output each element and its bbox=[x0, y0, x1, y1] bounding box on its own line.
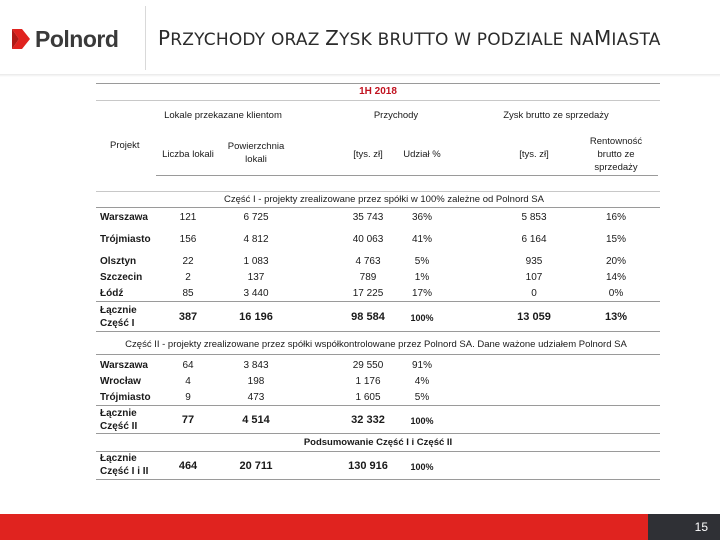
cell-profit: 107 bbox=[525, 272, 543, 283]
page-title: PRZYCHODY ORAZ ZYSK BRUTTO W PODZIALE NAMIASTA bbox=[158, 26, 661, 50]
group-header-units: Lokale przekazane klientom bbox=[164, 110, 282, 121]
cell-share: 5% bbox=[414, 392, 430, 403]
header-shadow bbox=[0, 74, 720, 77]
table-rule bbox=[156, 175, 658, 176]
footer-bar bbox=[0, 514, 720, 540]
total-area: 16 196 bbox=[239, 311, 273, 323]
cell-units: 22 bbox=[182, 256, 194, 267]
table-rule bbox=[96, 331, 660, 332]
table-rule bbox=[96, 354, 660, 355]
cell-revenue: 1 605 bbox=[355, 392, 381, 403]
cell-margin: 14% bbox=[605, 272, 627, 283]
total-units: 387 bbox=[178, 311, 198, 323]
group-header-profit: Zysk brutto ze sprzedaży bbox=[503, 110, 609, 121]
cell-profit: 5 853 bbox=[521, 212, 547, 223]
cell-units: 9 bbox=[185, 392, 191, 403]
table-row: Warszawa bbox=[100, 360, 148, 371]
col-header-units: Liczba lokali bbox=[162, 149, 214, 160]
total-label-part1-1: Łącznie bbox=[100, 305, 137, 316]
cell-area: 137 bbox=[247, 272, 265, 283]
grand-total-label-2: Część I i II bbox=[100, 466, 149, 477]
grand-total-share: 100% bbox=[410, 462, 434, 472]
total-share: 100% bbox=[410, 416, 434, 426]
cell-units: 121 bbox=[179, 212, 197, 223]
cell-profit: 0 bbox=[531, 288, 537, 299]
cell-area: 6 725 bbox=[243, 212, 269, 223]
cell-share: 91% bbox=[411, 360, 433, 371]
table-row: Trójmiasto bbox=[100, 234, 151, 245]
table-rule bbox=[96, 479, 660, 480]
table-rule bbox=[96, 301, 660, 302]
table-rule bbox=[96, 451, 660, 452]
table-row: Wrocław bbox=[100, 376, 141, 387]
cell-area: 473 bbox=[247, 392, 265, 403]
cell-units: 85 bbox=[182, 288, 194, 299]
cell-area: 198 bbox=[247, 376, 265, 387]
col-header-area-1: Powierzchnia bbox=[227, 141, 285, 152]
part1-title: Część I - projekty zrealizowane przez spółki w 100% zależne od Polnord SA bbox=[224, 194, 544, 205]
cell-revenue: 1 176 bbox=[355, 376, 381, 387]
cell-margin: 15% bbox=[605, 234, 627, 245]
table-row: Szczecin bbox=[100, 272, 143, 283]
cell-area: 1 083 bbox=[243, 256, 269, 267]
table-rule bbox=[96, 207, 660, 208]
cell-units: 2 bbox=[185, 272, 191, 283]
period-label: 1H 2018 bbox=[359, 86, 397, 97]
page-number: 15 bbox=[648, 514, 720, 540]
table-rule bbox=[96, 100, 660, 101]
total-label-part2-2: Część II bbox=[100, 421, 138, 432]
grand-total-area: 20 711 bbox=[239, 460, 273, 472]
total-units: 77 bbox=[181, 414, 195, 426]
title-divider bbox=[145, 6, 146, 70]
grand-total-units: 464 bbox=[178, 460, 198, 472]
cell-profit: 6 164 bbox=[521, 234, 547, 245]
cell-revenue: 4 763 bbox=[355, 256, 381, 267]
table-row: Warszawa bbox=[100, 212, 148, 223]
grand-total-revenue: 130 916 bbox=[348, 460, 388, 472]
cell-units: 156 bbox=[179, 234, 197, 245]
col-header-margin-2: brutto ze bbox=[597, 149, 635, 160]
logo bbox=[10, 26, 118, 52]
logo-text: Polnord bbox=[35, 25, 119, 52]
cell-revenue: 29 550 bbox=[352, 360, 384, 371]
total-revenue: 32 332 bbox=[351, 414, 385, 426]
col-header-margin-1: Rentowność bbox=[589, 136, 643, 147]
cell-profit: 935 bbox=[525, 256, 543, 267]
cell-revenue: 40 063 bbox=[352, 234, 384, 245]
total-area: 4 514 bbox=[242, 414, 270, 426]
col-header-share: Udział % bbox=[403, 149, 441, 160]
total-label-part2-1: Łącznie bbox=[100, 408, 137, 419]
cell-revenue: 17 225 bbox=[352, 288, 384, 299]
cell-share: 1% bbox=[414, 272, 430, 283]
cell-units: 4 bbox=[185, 376, 191, 387]
cell-revenue: 789 bbox=[359, 272, 377, 283]
table-row: Łódź bbox=[100, 288, 124, 299]
cell-share: 36% bbox=[411, 212, 433, 223]
group-header-revenue: Przychody bbox=[373, 110, 419, 121]
col-header-profit: [tys. zł] bbox=[519, 149, 549, 160]
cell-share: 4% bbox=[414, 376, 430, 387]
logo-mark-icon bbox=[10, 27, 32, 51]
cell-share: 17% bbox=[411, 288, 433, 299]
cell-margin: 16% bbox=[605, 212, 627, 223]
total-share: 100% bbox=[410, 313, 434, 323]
cell-revenue: 35 743 bbox=[352, 212, 384, 223]
col-header-margin-3: sprzedaży bbox=[594, 162, 638, 173]
col-header-revenue: [tys. zł] bbox=[353, 149, 383, 160]
table-row: Trójmiasto bbox=[100, 392, 151, 403]
col-header-area-2: lokali bbox=[245, 154, 267, 165]
cell-margin: 20% bbox=[605, 256, 627, 267]
grand-total-label-1: Łącznie bbox=[100, 453, 137, 464]
part2-title: Część II - projekty zrealizowane przez spółki współkontrolowane przez Polnord SA. Dane ważone udziałem Polnord SA bbox=[125, 339, 627, 350]
table-rule bbox=[96, 83, 660, 84]
cell-units: 64 bbox=[182, 360, 194, 371]
table-row: Olsztyn bbox=[100, 256, 137, 267]
cell-share: 5% bbox=[414, 256, 430, 267]
total-margin: 13% bbox=[604, 311, 628, 323]
cell-area: 4 812 bbox=[243, 234, 269, 245]
cell-share: 41% bbox=[411, 234, 433, 245]
cell-area: 3 440 bbox=[243, 288, 269, 299]
cell-margin: 0% bbox=[608, 288, 624, 299]
col-header-project: Projekt bbox=[110, 140, 140, 151]
cell-area: 3 843 bbox=[243, 360, 269, 371]
total-revenue: 98 584 bbox=[351, 311, 385, 323]
total-label-part1-2: Część I bbox=[100, 318, 135, 329]
summary-title: Podsumowanie Część I i Część II bbox=[303, 437, 453, 448]
table-rule bbox=[96, 405, 660, 406]
total-profit: 13 059 bbox=[517, 311, 551, 323]
table-rule bbox=[96, 433, 660, 434]
table-rule bbox=[96, 191, 660, 192]
